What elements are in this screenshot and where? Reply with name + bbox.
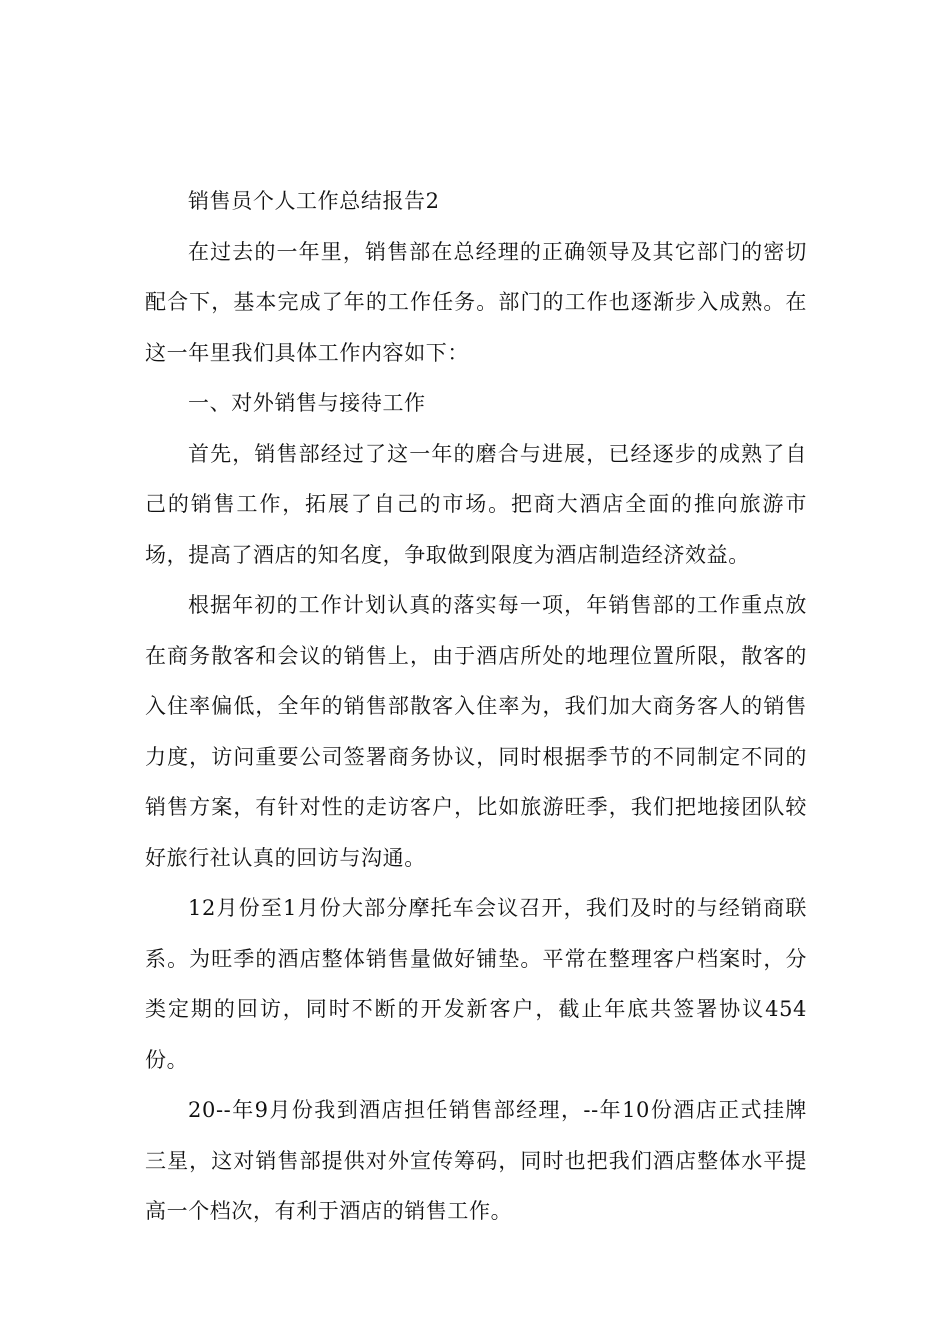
paragraph-plan: 根据年初的工作计划认真的落实每一项，年销售部的工作重点放在商务散客和会议的销售上，由于酒店所处的地理位置所限，散客的入住率偏低，全年的销售部散客入住率为，我们加大商务客人的销售力度，访问重要公司签署商务协议，同时根据季节的不同制定不同的销售方案，有针对性的走访客户，比如旅游旺季，我们把地接团队较好旅行社认真的回访与沟通。 <box>145 593 807 870</box>
document-body <box>145 176 807 1237</box>
paragraph-intro: 在过去的一年里，销售部在总经理的正确领导及其它部门的密切配合下，基本完成了年的工作任务。部门的工作也逐渐步入成熟。在这一年里我们具体工作内容如下： <box>145 239 807 365</box>
paragraph-manager: 20--年9月份我到酒店担任销售部经理，--年10份酒店正式挂牌三星，这对销售部提供对外宣传筹码，同时也把我们酒店整体水平提高一个档次，有利于酒店的销售工作。 <box>145 1098 807 1223</box>
paragraph-market: 首先，销售部经过了这一年的磨合与进展，已经逐步的成熟了自己的销售工作，拓展了自己的市场。把商大酒店全面的推向旅游市场，提高了酒店的知名度，争取做到限度为酒店制造经济效益。 <box>145 441 807 567</box>
document-title: 销售员个人工作总结报告2 <box>188 189 440 213</box>
paragraph-clients: 12月份至1月份大部分摩托车会议召开，我们及时的与经销商联系。为旺季的酒店整体销售量做好铺垫。平常在整理客户档案时，分类定期的回访，同时不断的开发新客户，截止年底共签署协议454份。 <box>145 896 807 1072</box>
section-heading: 一、对外销售与接待工作 <box>188 391 426 415</box>
